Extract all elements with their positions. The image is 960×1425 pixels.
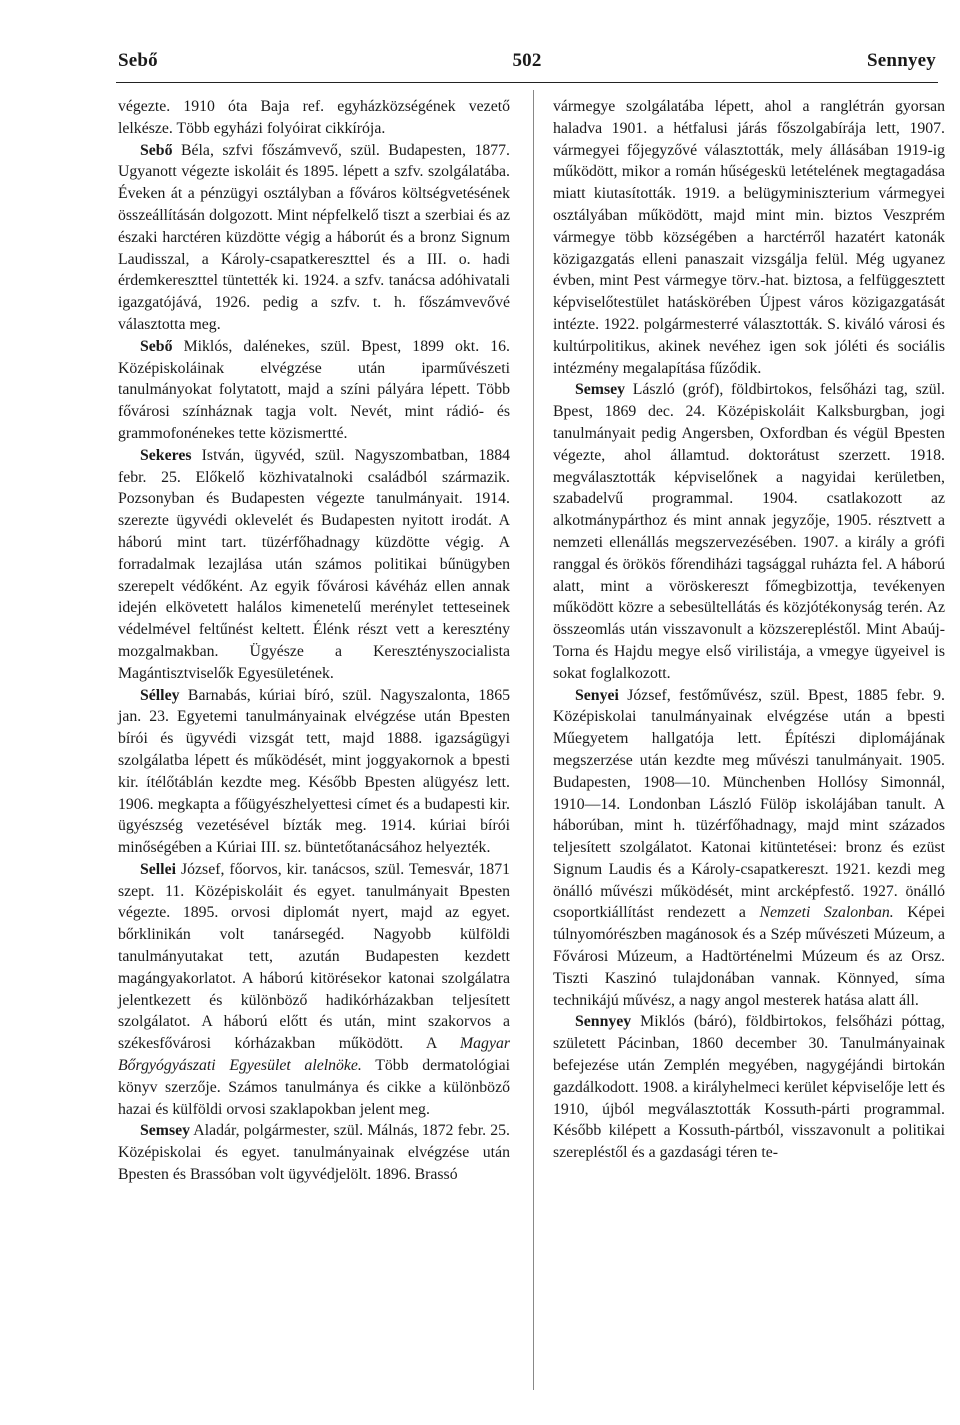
entry-name: Semsey — [140, 1122, 191, 1140]
entry — [553, 96, 945, 379]
entry-text: József, festőművész, szül. Bpest, 1885 febr. 9. Középiskolai tanulmányainak elvégzése után a bpesti Műegyetem hallgatója lett. Építészi diplomájának megszerzése után kezdte meg művészi tanulmányait. 1905. Budapesten, 1908—10. Münchenben Hollósy Simonnál, 1910—14. Londonban László Fülöp iskolájában tanult. A háborúban, mint h. tüzérfőhadnagy, majd mint százados teljesített szolgálatot. Katonai kitüntetései: bronz és ezüst Signum Laudis és a Károly-csapatkereszt. 1921. kezdi meg önálló művészi működését, mint arcképfestő. 1927. önálló csoportkiállítást rendezett a — [553, 686, 945, 922]
entry-text-tail: Képei túlnyomórészben magánosok és a Szép művészeti Múzeum, a Fővárosi Múzeum, a Hadtörténelmi Múzeum és az Orsz. Tiszti Kaszinó tulajdonában vannak. Könnyed, síma technikájú művész, a nagy angol mesterek hatása alatt áll. — [553, 904, 945, 1009]
entry-italic-text: Nemzeti Szalonban. — [759, 904, 894, 922]
entry-text: Barnabás, kúriai bíró, szül. Nagyszalonta, 1865 jan. 23. Egyetemi tanulmányainak elvégzése után Bpesten bírói és ügyvédi vizsgát tett, majd 1888. igazságügyi szolgálatba lépett és működését, mint joggyakornok a bpesti kir. ítélőtáblán kezdte meg. Később Bpesten alügyész lett. 1906. megkapta a főügyészhelyettesi címet és a budapesti kir. ügyészség vezetésével bízták meg. 1914. kúriai bírói minőségében a Kúriai III. sz. büntetőtanácsához helyezték. — [118, 686, 510, 857]
entry-text: Miklós, dalénekes, szül. Bpest, 1899 okt. 16. Középiskoláinak elvégzése után iparművészeti tanulmányokat folytatott, majd a színi pályára lépett. Több fővárosi színháznak tagja volt. Nevét, mint rádió- és grammofonénekes tette közismertté. — [118, 337, 510, 442]
page-number: 502 — [512, 50, 542, 71]
entry-text-tail: Több dermatológiai könyv szerzője. Számos tanulmánya és cikke a különböző hazai és külföldi orvosi szaklapokban jelent meg. — [118, 1057, 510, 1118]
entry — [553, 379, 945, 684]
left-column — [118, 96, 510, 1186]
entry-name: Sellei — [140, 860, 176, 878]
entry-name: Sennyey — [575, 1013, 632, 1031]
entry — [118, 859, 510, 1121]
entry-name: Senyei — [575, 686, 619, 704]
running-head-right: Sennyey — [867, 50, 936, 71]
entry-text: József, főorvos, kir. tanácsos, szül. Temesvár, 1871 szept. 11. Középiskoláit és egyet. tanulmányait Bpesten végezte. 1895. orvosi diplomát nyert, majd az egyet. bőrklinikán volt tanársegéd. Nagyobb külföldi tanulmányutakat tett, azután Budapesten kezdett magángyakorlatot. A háború kitörésekor katonai szolgálatra jelentkezett és különböző hadikórházakban teljesített szolgálatot. A háború előtt és után, mint szakorvos a székesfővárosi kórházakban működött. A — [118, 860, 510, 1053]
entry-text: vármegye szolgálatába lépett, ahol a ranglétrán gyorsan haladva 1901. a hétfalusi járás főszolgabírája lett, 1907. vármegyei főjegyzővé választották, mely állásában 1919-ig működött, mikor a román hűségeskü letételének megtagadása miatt kiutasították. 1919. a belügyminiszterium vármegyei osztályában működött, majd mint min. biztos Veszprém vármegye több községében a harctérről hazatért katonák közigazgatás elleni panaszait vizsgálja felül. Még ugyanez évben, mint Pest vármegye törv.-hat. biztosa, a felfüggesztett képviselőtestület hatáskörében Újpest város közigazgatását intézte. 1922. polgármesterré választották. S. kiváló városi és kultúrpolitikus, akinek nevéhez igen sok jóléti és sociális intézmény megalapítása fűződik. — [553, 98, 945, 377]
entry — [118, 140, 510, 336]
entry-text: végezte. 1910 óta Baja ref. egyházközségének vezető lelkésze. Több egyházi folyóirat cikkírója. — [118, 98, 510, 137]
entry — [118, 1120, 510, 1185]
entry-name: Sekeres — [140, 446, 192, 464]
header-rule — [116, 82, 938, 83]
entry-name: Semsey — [575, 381, 626, 399]
entry-name: Sebő — [140, 141, 173, 159]
entry — [118, 96, 510, 140]
entry-text: Miklós (báró), földbirtokos, felsőházi póttag, született Pácinban, 1860 december 30. Tanulmányainak befejezése után Zemplén megyében, nagygéjándi birtokán gazdálkodott. 1908. a királyhelmeci kerület képviselője lett és 1910, újból megválasztották Kossuth-párti programmal. Később kilépett a Kossuth-pártból, visszavonult a politikai szerepléstől és a gazdasági téren te- — [553, 1013, 945, 1162]
entry-text: Aladár, polgármester, szül. Málnás, 1872 febr. 25. Középiskolai és egyet. tanulmányainak elvégzése után Bpesten és Brassóban volt ügyvédjelölt. 1896. Brassó — [118, 1122, 510, 1184]
entry-text: László (gróf), földbirtokos, felsőházi tag, szül. Bpest, 1869 dec. 24. Középiskoláit Kalksburgban, jogi tanulmányait pedig Angersben, Oxfordban és végül Bpesten végezte, ahol államtud. doktorátust szerzett. 1918. megválasztották képviselőnek a nagyidai kerületben, szabadelvű programmal. 1904. csatlakozott az alkotmánypárthoz és mint annak jegyzője, 1905. résztvett a nemzeti ellenállás megszervezésében. 1907. a király a grófi ranggal és örökös főrendiházi tagsággal ruházta fel. A háború alatt, mint a vöröskereszt főmegbizottja, tevékenyen működött közre a sebesültellátás és közjótékonyság terén. Az összeomlás után visszavonult a közszerepléstől. Mint Abaúj-Torna és Hajdu megye első virilistája, a vmegye ügyeivel is sokat foglalkozott. — [553, 381, 945, 682]
running-head-left: Sebő — [118, 50, 158, 71]
entry-name: Sélley — [140, 686, 180, 704]
entry-text: Béla, szfvi főszámvevő, szül. Budapesten, 1877. Ugyanott végezte iskoláit és 1895. lépett a szfv. szolgálatába. Éveken át a pénzügyi osztályban a főváros költségvetésének összeállításán dolgozott. Mint népfelkelő tiszt a szerbiai és az északi harctéren küzdötte végig a háborút és a bronz Signum Laudisszal, a Károly-csapatkereszttel és a III. o. hadi érdemkereszttel tüntették ki. 1924. a szfv. tanácsa adóhivatali igazgatójává, 1926. pedig a szfv. t. h. főszámvevővé választotta meg. — [118, 141, 510, 333]
entry — [553, 685, 945, 1012]
entry — [118, 336, 510, 445]
column-divider — [533, 90, 534, 1390]
right-column — [553, 96, 945, 1164]
entry — [118, 685, 510, 859]
entry — [118, 445, 510, 685]
page-header — [118, 50, 936, 78]
entry-italic-text: Magyar Bőrgyógyászati Egyesület alelnöke. — [118, 1035, 510, 1075]
entry — [553, 1011, 945, 1164]
entry-name: Sebő — [140, 337, 173, 355]
entry-text: István, ügyvéd, szül. Nagyszombatban, 1884 febr. 25. Előkelő közhivatalnoki családból származik. Pozsonyban és Budapesten végezte tanulmányait. 1914. szerezte ügyvédi oklevelét és Budapesten nyitott irodát. A háború mint tart. tüzérfőhadnagy küzdötte végig. A forradalmak lezajlása után számos politikai bűnügyben szerepelt védőként. Az egyik fővárosi kávéház ellen annak idején elkövetett halálos kimenetelű merénylet tetteseinek védelmével feltűnést keltett. Élénk részt vett a keresztény mozgalmakban. Ügyésze a Keresztényszocialista Magántisztviselők Egyesületének. — [118, 446, 510, 682]
